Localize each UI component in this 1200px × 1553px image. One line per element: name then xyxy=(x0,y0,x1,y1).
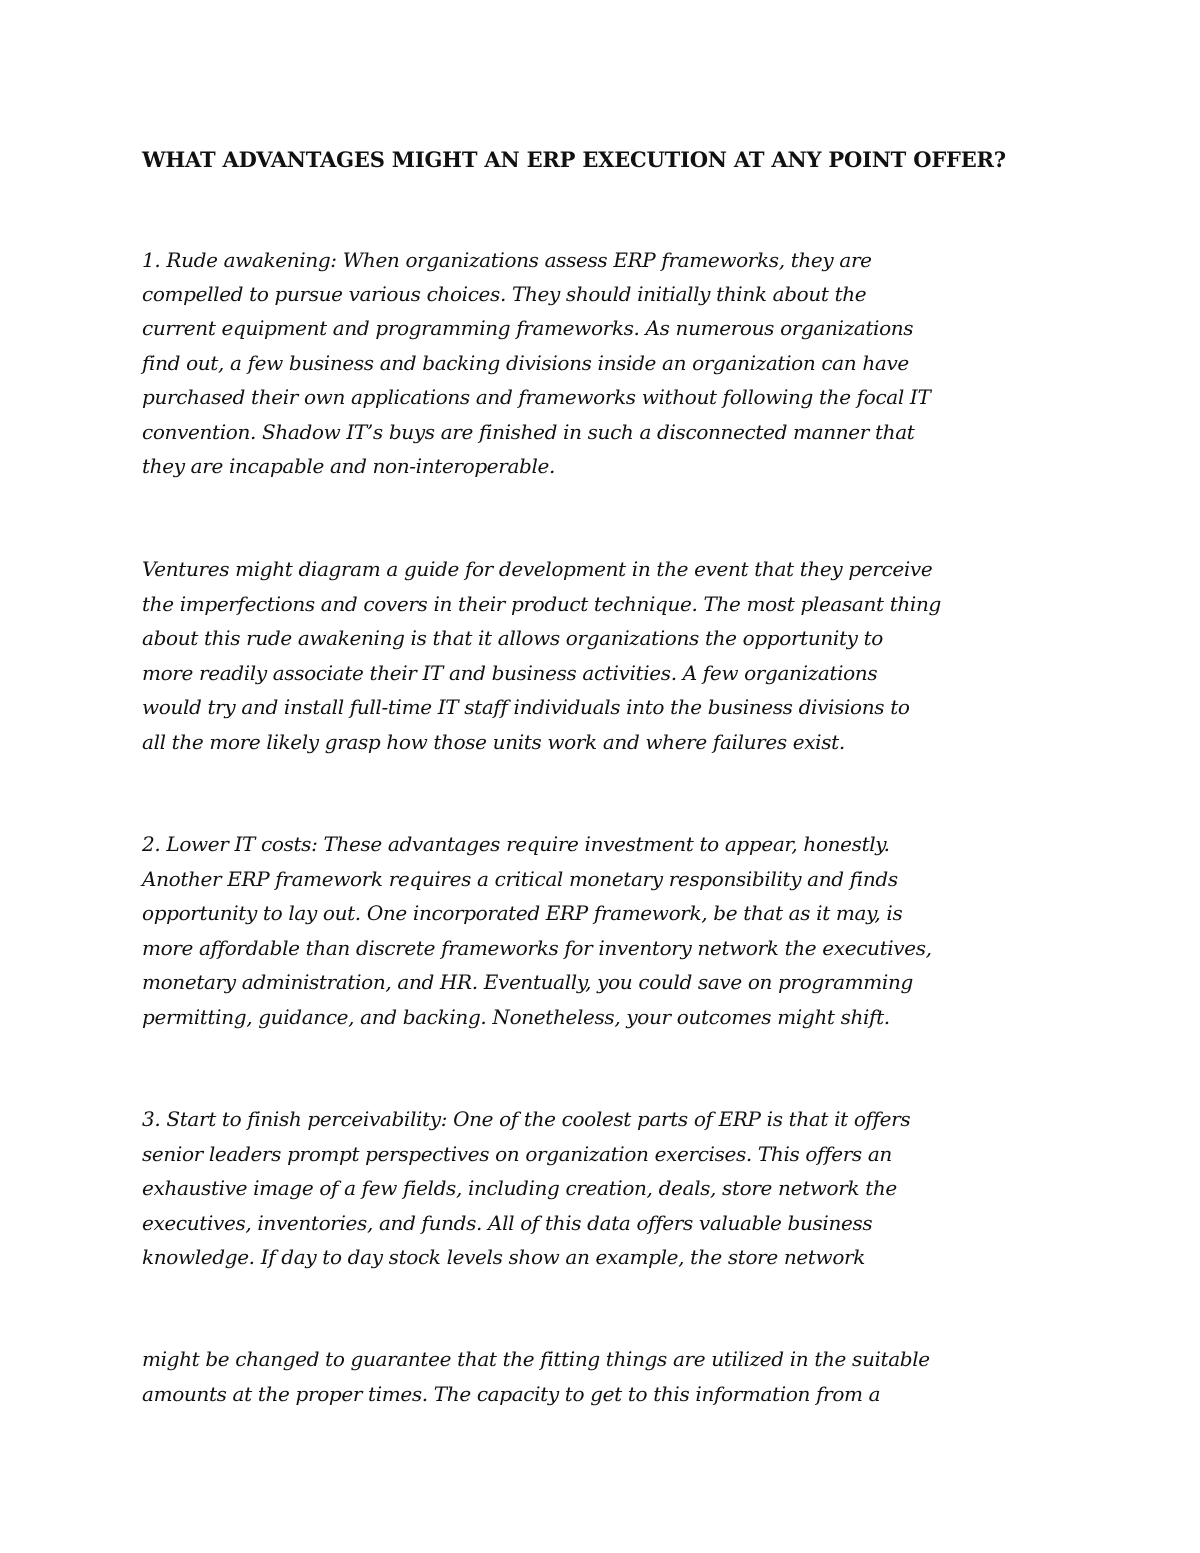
paragraph-line: more affordable than discrete frameworks for inventory network the executives, xyxy=(142,936,932,960)
paragraph-line: they are incapable and non-interoperable. xyxy=(142,454,556,478)
paragraph-line: about this rude awakening is that it allows organizations the opportunity to xyxy=(142,626,883,650)
paragraph-line: convention. Shadow IT’s buys are finished in such a disconnected manner that xyxy=(142,420,915,444)
paragraph-line: permitting, guidance, and backing. Nonetheless, your outcomes might shift. xyxy=(142,1005,890,1029)
paragraph-line: amounts at the proper times. The capacity to get to this information from a xyxy=(142,1382,881,1406)
paragraph-line: would try and install full-time IT staff individuals into the business divisions to xyxy=(142,695,910,719)
paragraph-line: find out, a few business and backing divisions inside an organization can have xyxy=(142,351,909,375)
paragraph-line: 2. Lower IT costs: These advantages require investment to appear, honestly. xyxy=(142,832,890,856)
paragraph-line: all the more likely grasp how those units work and where failures exist. xyxy=(142,730,845,754)
paragraph-line: 1. Rude awakening: When organizations assess ERP frameworks, they are xyxy=(142,248,872,272)
paragraph-line: monetary administration, and HR. Eventually, you could save on programming xyxy=(142,970,913,994)
paragraph-line: exhaustive image of a few fields, including creation, deals, store network the xyxy=(142,1176,897,1200)
paragraph-line: might be changed to guarantee that the fitting things are utilized in the suitable xyxy=(142,1347,930,1371)
paragraph-line: executives, inventories, and funds. All of this data offers valuable business xyxy=(142,1211,873,1235)
document-title: WHAT ADVANTAGES MIGHT AN ERP EXECUTION AT ANY POINT OFFER? xyxy=(142,147,1006,172)
paragraph-line: purchased their own applications and frameworks without following the focal IT xyxy=(142,385,931,409)
paragraph-line: opportunity to lay out. One incorporated ERP framework, be that as it may, is xyxy=(142,901,903,925)
paragraph-line: knowledge. If day to day stock levels show an example, the store network xyxy=(142,1245,865,1269)
paragraph-line: Ventures might diagram a guide for development in the event that they perceive xyxy=(142,557,933,581)
paragraph-line: senior leaders prompt perspectives on organization exercises. This offers an xyxy=(142,1142,892,1166)
paragraph-line: the imperfections and covers in their product technique. The most pleasant thing xyxy=(142,592,941,616)
paragraph-line: Another ERP framework requires a critical monetary responsibility and finds xyxy=(142,867,898,891)
paragraph-line: compelled to pursue various choices. They should initially think about the xyxy=(142,282,867,306)
paragraph-line: more readily associate their IT and business activities. A few organizations xyxy=(142,661,878,685)
paragraph-line: current equipment and programming frameworks. As numerous organizations xyxy=(142,316,914,340)
paragraph-line: 3. Start to finish perceivability: One of the coolest parts of ERP is that it offers xyxy=(142,1107,911,1131)
